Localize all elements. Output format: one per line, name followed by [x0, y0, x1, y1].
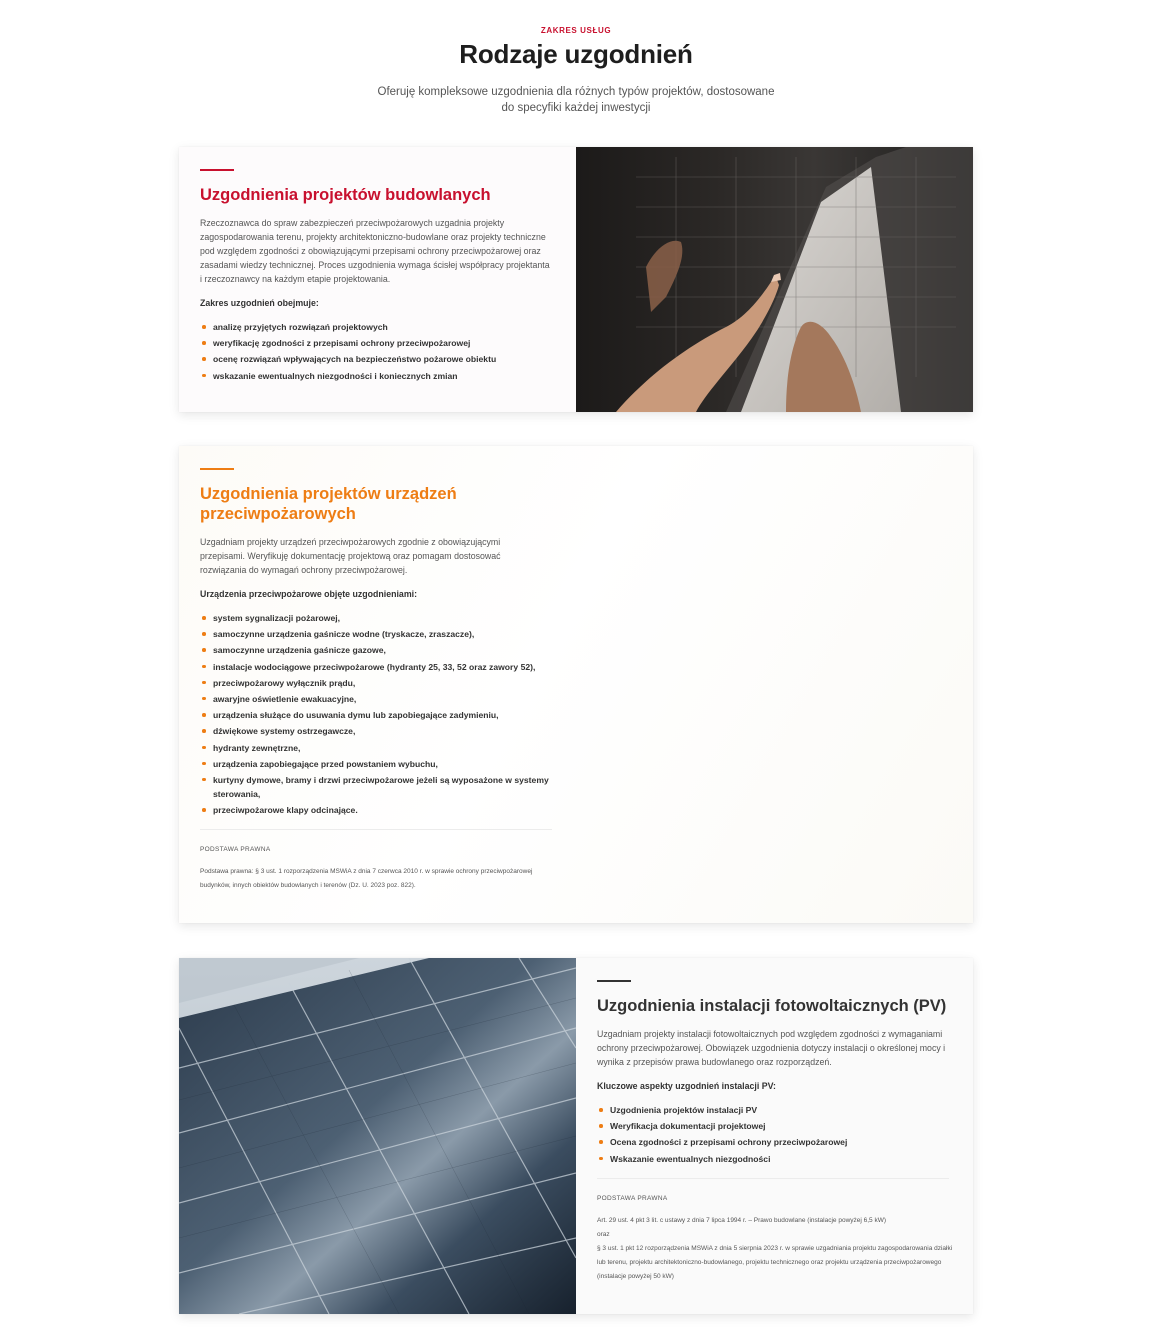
- section-eyebrow: ZAKRES USŁUG: [540, 26, 612, 35]
- list-item: [200, 369, 552, 383]
- list-item: [200, 803, 552, 817]
- legal-text: [200, 865, 560, 893]
- service-card-fire-devices: [179, 446, 973, 923]
- card-text: [179, 147, 576, 412]
- accent-bar: [200, 468, 234, 470]
- legal-text: [597, 1214, 957, 1284]
- list-item-text: wskazanie ewentualnych niezgodności i koniecznych zmian: [213, 370, 458, 381]
- bullet-icon: [202, 808, 206, 812]
- divider: [200, 829, 552, 830]
- list-item: [200, 660, 552, 674]
- pv-aspects-list: [597, 1103, 953, 1166]
- legal-line: § 3 ust. 1 pkt 12 rozporządzenia MSWiA z dnia 5 sierpnia 2023 r. w sprawie uzgadniania projektu zagospodarowania działki lub terenu, projektu architektoniczno-budowlanego, projektu technicznego oraz projektu urządzenia przeciwpożarowego (instalacje powyżej 50 kW): [597, 1244, 953, 1280]
- list-item-text: urządzenia służące do usuwania dymu lub zapobiegające zadymieniu,: [213, 710, 499, 721]
- card-title: Uzgodnienia projektów budowlanych: [200, 186, 491, 204]
- bullet-icon: [599, 1124, 603, 1128]
- list-item: [597, 1135, 953, 1149]
- list-item-text: dźwiękowe systemy ostrzegawcze,: [213, 726, 356, 737]
- legal-line: Podstawa prawna: § 3 ust. 1 rozporządzenia MSWiA z dnia 7 czerwca 2010 r. w sprawie ochrony przeciwpożarowej budynków, innych obiektów budowlanych i terenów (Dz. U. 2023 poz. 822).: [200, 868, 533, 890]
- accent-bar: [200, 169, 234, 171]
- list-item: [200, 643, 552, 657]
- list-item: [597, 1152, 953, 1166]
- list-item-text: samoczynne urządzenia gaśnicze gazowe,: [213, 645, 386, 656]
- bullet-icon: [202, 713, 206, 717]
- list-item-text: Weryfikacja dokumentacji projektowej: [610, 1121, 766, 1132]
- list-item: [200, 773, 552, 801]
- bullet-icon: [202, 697, 206, 701]
- bullet-icon: [599, 1140, 603, 1144]
- legal-line: Art. 29 ust. 4 pkt 3 lit. c ustawy z dnia 7 lipca 1994 r. – Prawo budowlane (instalacje powyżej 6,5 kW): [597, 1216, 887, 1224]
- service-card-building-projects: [179, 147, 973, 412]
- bullet-icon: [202, 746, 206, 750]
- bullet-icon: [599, 1157, 603, 1161]
- list-item: [200, 741, 552, 755]
- bullet-icon: [202, 374, 206, 378]
- list-item: [200, 627, 552, 641]
- list-item-text: instalacje wodociągowe przeciwpożarowe (hydranty 25, 33, 52 oraz zawory 52),: [213, 661, 536, 672]
- legal-heading: PODSTAWA PRAWNA: [200, 846, 271, 854]
- list-item-text: weryfikację zgodności z przepisami ochrony przeciwpożarowej: [213, 338, 471, 349]
- list-item: [200, 611, 552, 625]
- list-item-text: hydranty zewnętrzne,: [213, 742, 301, 753]
- bullet-icon: [599, 1108, 603, 1112]
- devices-list: [200, 611, 552, 817]
- bullet-icon: [202, 729, 206, 733]
- list-item-text: przeciwpożarowy wyłącznik prądu,: [213, 677, 356, 688]
- card-text: [576, 958, 973, 1314]
- list-item-text: samoczynne urządzenia gaśnicze wodne (tryskacze, zraszacze),: [213, 629, 475, 640]
- list-heading: Kluczowe aspekty uzgodnień instalacji PV:: [597, 1081, 776, 1091]
- card-text: [179, 446, 579, 893]
- list-item: [200, 692, 552, 706]
- legal-line: oraz: [597, 1230, 610, 1238]
- bullet-icon: [202, 357, 206, 361]
- list-heading: Zakres uzgodnień obejmuje:: [200, 298, 319, 308]
- card-description: Uzgadniam projekty instalacji fotowoltaicznych pod względem zgodności z wymaganiami ochrony przeciwpożarowej. Obowiązek uzgodnienia dotyczy instalacji o określonej mocy i wynika z przepisów prawa budowlanego oraz rozporządzeń.: [597, 1029, 946, 1067]
- list-item: [200, 336, 552, 350]
- bullet-icon: [202, 681, 206, 685]
- list-item: [200, 757, 552, 771]
- bullet-icon: [202, 648, 206, 652]
- list-item-text: system sygnalizacji pożarowej,: [213, 613, 341, 623]
- list-item: [597, 1103, 953, 1117]
- card-description: Uzgadniam projekty urządzeń przeciwpożarowych zgodnie z obowiązującymi przepisami. Weryfikuję dokumentację projektową oraz pomagam dostosować rozwiązania do wymagań ochrony przeciwpożarowej.: [200, 537, 501, 575]
- list-item-text: Wskazanie ewentualnych niezgodności: [610, 1153, 771, 1164]
- list-item: [200, 676, 552, 690]
- service-card-photovoltaic: [179, 958, 973, 1314]
- list-item: [200, 352, 552, 366]
- list-item: [200, 320, 552, 334]
- section-header: [0, 0, 1152, 116]
- section-subtitle: Oferuję kompleksowe uzgodnienia dla różnych typów projektów, dostosowane do specyfiki każdej inwestycji: [377, 86, 775, 114]
- bullet-icon: [202, 325, 206, 329]
- list-heading: Urządzenia przeciwpożarowe objęte uzgodnieniami:: [200, 589, 418, 599]
- list-item-text: przeciwpożarowe klapy odcinające.: [213, 805, 358, 816]
- bullet-icon: [202, 665, 206, 669]
- list-item-text: urządzenia zapobiegające przed powstaniem wybuchu,: [213, 758, 438, 769]
- list-item-text: Ocena zgodności z przepisami ochrony przeciwpożarowej: [610, 1137, 848, 1148]
- card-title: Uzgodnienia instalacji fotowoltaicznych (PV): [597, 997, 947, 1015]
- list-item-text: kurtyny dymowe, bramy i drzwi przeciwpożarowe jeżeli są wyposażone w systemy sterowania,: [213, 774, 549, 799]
- legal-heading: PODSTAWA PRAWNA: [597, 1194, 668, 1202]
- architect-hands-blueprint-photo: [576, 147, 973, 412]
- scope-list: [200, 320, 552, 383]
- bullet-icon: [202, 632, 206, 636]
- bullet-icon: [202, 762, 206, 766]
- list-item-text: Uzgodnienia projektów instalacji PV: [610, 1105, 758, 1115]
- solar-panels-photo: [179, 958, 576, 1314]
- card-title: Uzgodnienia projektów urządzeń przeciwpożarowych: [200, 485, 457, 523]
- bullet-icon: [202, 341, 206, 345]
- card-description: Rzeczoznawca do spraw zabezpieczeń przeciwpożarowych uzgadnia projekty zagospodarowania terenu, projekty architektoniczno-budowlane oraz projekty techniczne pod względem zgodności z obowiązującymi przepisami ochrony przeciwpożarowej oraz zasadami wiedzy technicznej. Proces uzgodnienia wymaga ścisłej współpracy projektanta i rzeczoznawcy na każdym etapie projektowania.: [200, 218, 550, 284]
- list-item-text: analizę przyjętych rozwiązań projektowych: [213, 322, 388, 332]
- list-item: [200, 708, 552, 722]
- divider: [597, 1178, 949, 1179]
- bullet-icon: [202, 778, 206, 782]
- list-item: [200, 724, 552, 738]
- list-item: [597, 1119, 953, 1133]
- list-item-text: ocenę rozwiązań wpływających na bezpieczeństwo pożarowe obiektu: [213, 354, 497, 365]
- section-title: Rodzaje uzgodnień: [459, 39, 693, 69]
- bullet-icon: [202, 616, 206, 620]
- list-item-text: awaryjne oświetlenie ewakuacyjne,: [213, 693, 357, 704]
- accent-bar: [597, 980, 631, 982]
